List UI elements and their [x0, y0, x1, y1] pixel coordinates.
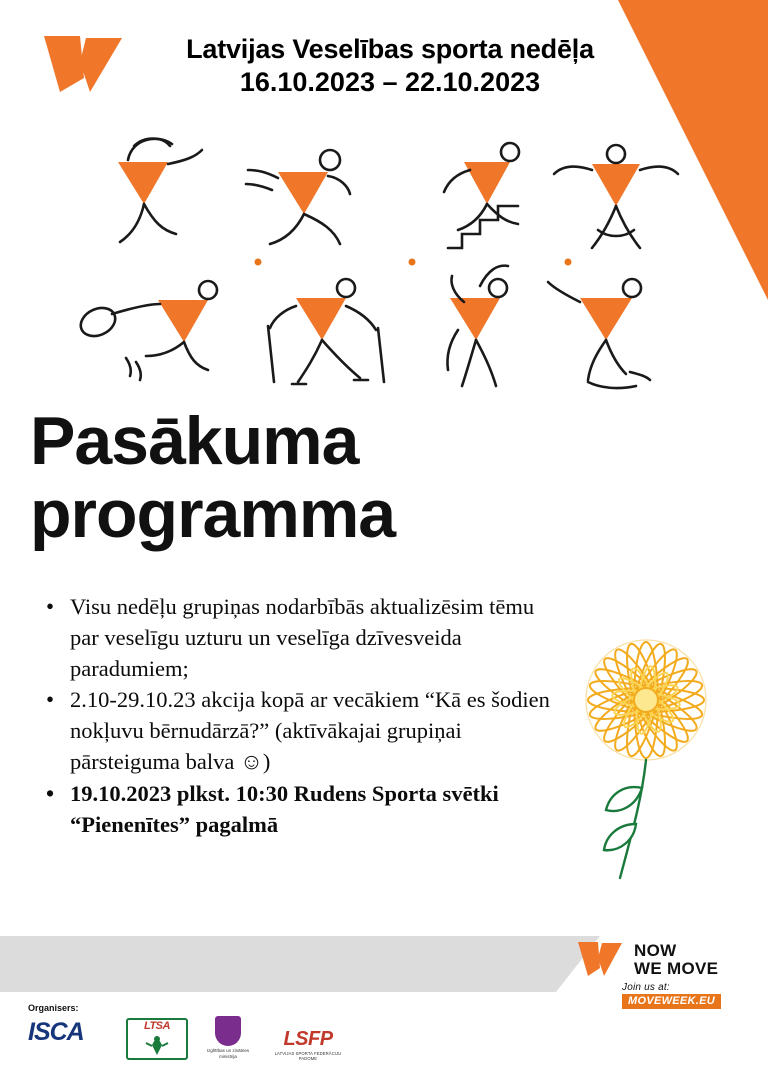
ministry-crest-icon	[215, 1016, 241, 1046]
isca-logo	[28, 1018, 84, 1047]
list-item: • 2.10-29.10.23 akcija kopā ar vecākiem “Kā es šodien nokļuvu bērnudārzā?” (aktīvākajai grupiņai pārsteiguma balva ☺)	[70, 685, 560, 777]
lsfp-logo-text: LSFP	[283, 1028, 333, 1050]
page-title-line2: programma	[30, 476, 396, 553]
now-we-move-wordmark	[634, 942, 718, 979]
stick-figure-tennis	[76, 281, 217, 380]
ministry-logo	[204, 1016, 252, 1059]
page-title	[30, 405, 550, 552]
stick-figure-running	[246, 150, 350, 244]
list-item: • Visu nedēļu grupiņas nodarbībās aktualizēsim tēmu par veselīgu uzturu un veselīga dzīvesveida paradumiem;	[70, 592, 560, 684]
nwm-line2: WE MOVE	[634, 959, 719, 979]
nwm-line1: NOW	[634, 941, 677, 960]
organisers-label: Organisers:	[28, 1003, 79, 1013]
pictogram-band	[40, 130, 740, 400]
header-title-line2: 16.10.2023 – 22.10.2023	[239, 66, 541, 97]
list-item: • 19.10.2023 plkst. 10:30 Rudens Sporta svētki “Pienenītes” pagalmā	[70, 779, 560, 841]
join-us-label: Join us at:	[622, 982, 670, 993]
stick-figure-jumping	[554, 145, 678, 248]
organiser-logos	[20, 1014, 340, 1078]
stick-figure-nordic-walking	[268, 279, 384, 384]
now-we-move-arrow-logo-icon	[40, 32, 140, 102]
isca-logo-text: ISCA	[28, 1018, 84, 1046]
lstra-logo-text: LTSA	[144, 1020, 170, 1032]
dandelion-flower-illustration	[562, 628, 732, 898]
moveweek-url-badge[interactable]: MOVEWEEK.EU	[622, 994, 721, 1009]
stick-figure-stretching	[118, 139, 202, 243]
now-we-move-footer-logo	[576, 938, 746, 1010]
stick-figure-stair-climbing	[444, 143, 519, 248]
stick-figure-skateboarding	[548, 279, 650, 388]
ministry-logo-text: Izglītības un zinātnes ministrija	[206, 1048, 250, 1059]
stick-figure-dancing	[447, 266, 508, 386]
poster-header	[0, 18, 768, 128]
header-title-block	[140, 34, 640, 98]
lstra-logo	[126, 1018, 188, 1060]
programme-list	[40, 592, 560, 842]
lsfp-logo	[268, 1028, 348, 1061]
page-title-line1: Pasākuma	[30, 403, 359, 479]
lsfp-logo-subtitle: LATVIJAS SPORTA FEDERĀCIJU PADOME	[274, 1051, 342, 1061]
header-title-line1: Latvijas Veselības sporta nedēļa	[186, 34, 594, 64]
